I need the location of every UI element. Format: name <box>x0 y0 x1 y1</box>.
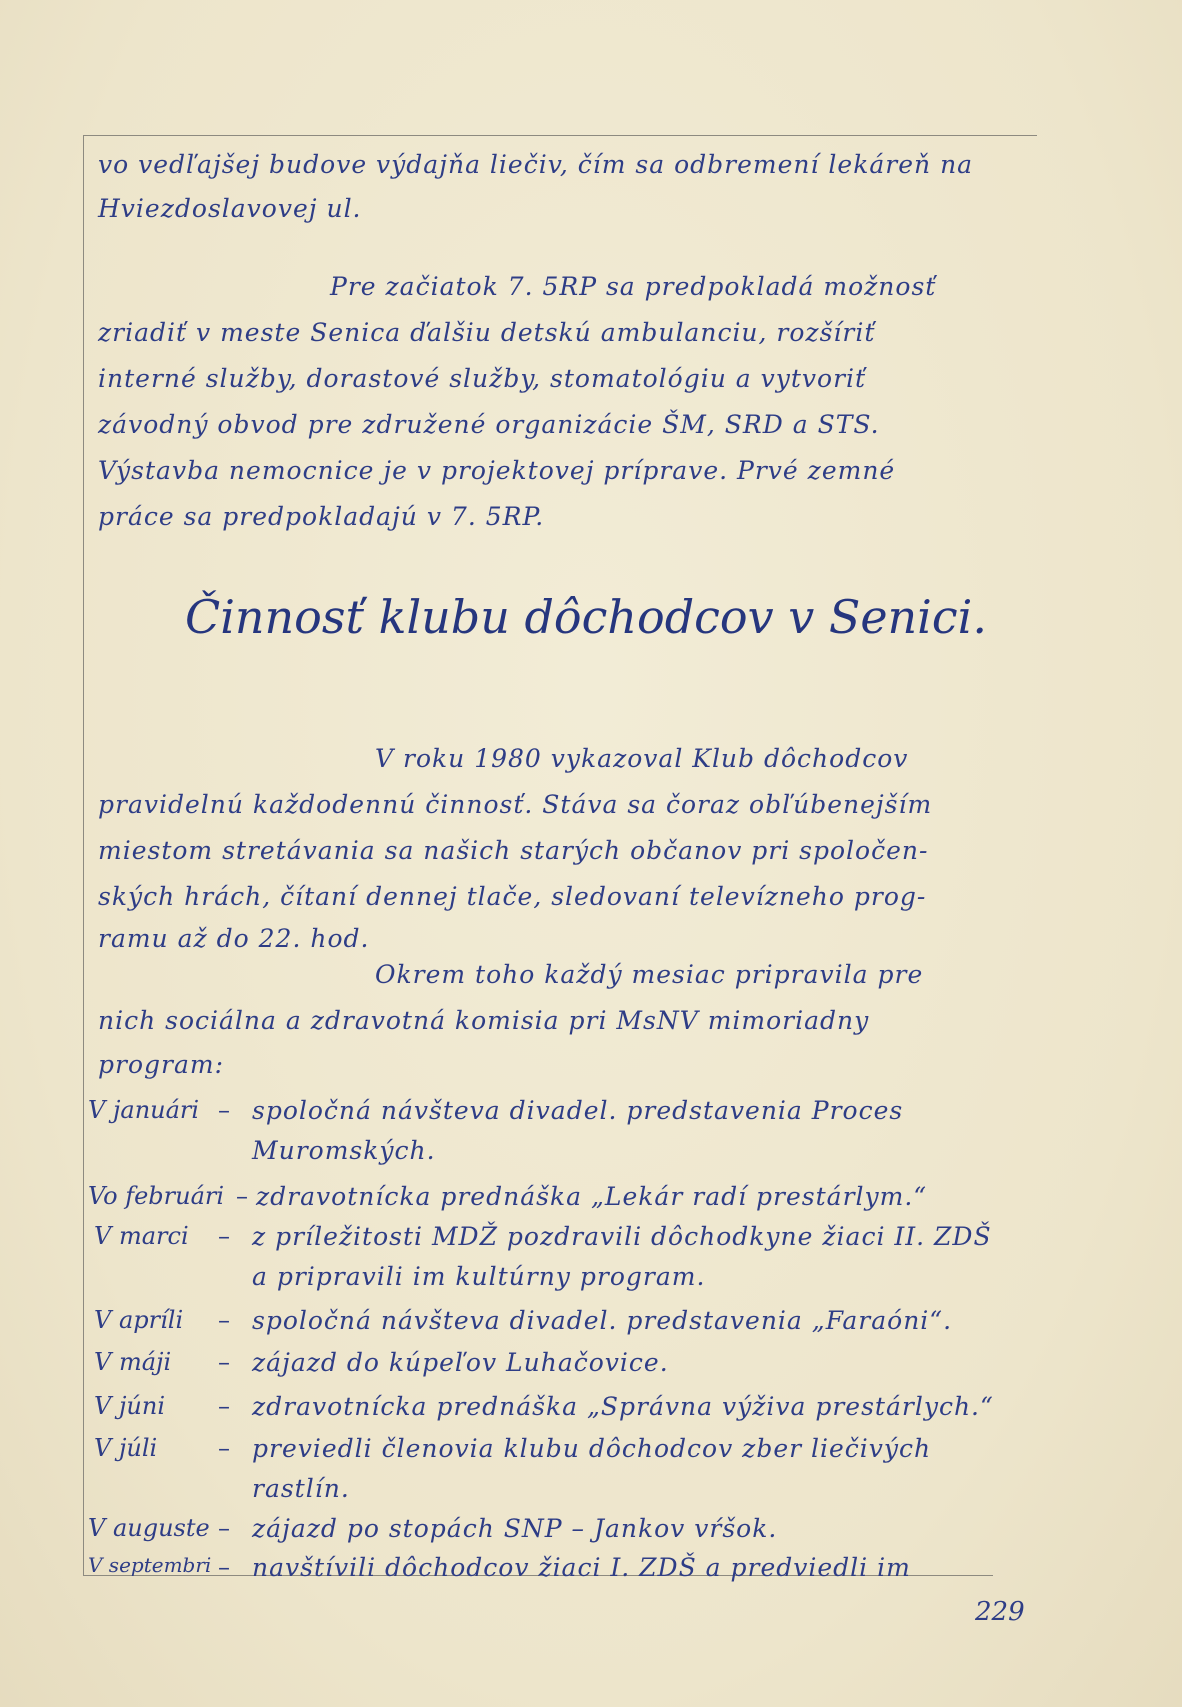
month-label: V septembri <box>88 1553 212 1577</box>
month-label: V apríli <box>94 1306 184 1334</box>
text-line: Hviezdoslavovej ul. <box>98 194 362 223</box>
entry-text: Muromských. <box>252 1136 436 1165</box>
entry-dash: – <box>218 1222 230 1250</box>
month-label: Vo februári <box>88 1182 225 1210</box>
entry-text: rastlín. <box>252 1474 350 1503</box>
entry-text: spoločná návšteva divadel. predstavenia Proces <box>252 1096 904 1125</box>
text-line: ských hrách, čítaní dennej tlače, sledovaní televízneho prog- <box>98 882 927 911</box>
text-line: interné služby, dorastové služby, stomatológiu a vytvoriť <box>98 364 867 393</box>
month-label: V máji <box>94 1348 172 1376</box>
entry-text: previedli členovia klubu dôchodcov zber liečivých <box>252 1434 932 1463</box>
text-line: závodný obvod pre združené organizácie ŠM, SRD a STS. <box>98 410 880 439</box>
section-heading: Činnosť klubu dôchodcov v Senici. <box>185 590 987 644</box>
entry-dash: – <box>218 1392 230 1420</box>
entry-dash: – <box>218 1306 230 1334</box>
entry-dash: – <box>218 1348 230 1376</box>
entry-dash: – <box>236 1182 248 1210</box>
month-label: V januári <box>88 1096 200 1124</box>
page-number: 229 <box>975 1597 1025 1627</box>
text-line: V roku 1980 vykazoval Klub dôchodcov <box>375 744 909 773</box>
entry-text: navštívili dôchodcov žiaci I. ZDŠ a predviedli im <box>252 1553 911 1582</box>
text-line: zriadiť v meste Senica ďalšiu detskú ambulanciu, rozšíriť <box>98 318 876 347</box>
entry-text: zájazd do kúpeľov Luhačovice. <box>252 1348 669 1377</box>
entry-text: spoločná návšteva divadel. predstavenia „Faraóni“. <box>252 1306 953 1335</box>
entry-text: zájazd po stopách SNP – Jankov vŕšok. <box>252 1514 778 1543</box>
text-line: program: <box>98 1050 224 1079</box>
text-line: práce sa predpokladajú v 7. 5RP. <box>98 502 545 531</box>
text-line: Výstavba nemocnice je v projektovej príprave. Prvé zemné <box>98 456 896 485</box>
entry-text: zdravotnícka prednáška „Lekár radí prestárlym.“ <box>256 1182 928 1211</box>
entry-dash: – <box>218 1553 230 1581</box>
text-line: pravidelnú každodennú činnosť. Stáva sa čoraz obľúbenejším <box>98 790 933 819</box>
text-line: Okrem toho každý mesiac pripravila pre <box>375 960 924 989</box>
entry-dash: – <box>218 1514 230 1542</box>
month-label: V júni <box>94 1392 165 1420</box>
text-line: Pre začiatok 7. 5RP sa predpokladá možnosť <box>330 272 937 301</box>
entry-dash: – <box>218 1434 230 1462</box>
month-label: V júli <box>94 1434 158 1462</box>
entry-text: a pripravili im kultúrny program. <box>252 1262 706 1291</box>
text-line: ramu až do 22. hod. <box>98 924 370 953</box>
entry-text: zdravotnícka prednáška „Správna výživa prestárlych.“ <box>252 1392 994 1421</box>
text-line: vo vedľajšej budove výdajňa liečiv, čím sa odbremení lekáreň na <box>98 150 974 179</box>
text-line: miestom stretávania sa našich starých občanov pri spoločen- <box>98 836 929 865</box>
text-line: nich sociálna a zdravotná komisia pri MsNV mimoriadny <box>98 1006 870 1035</box>
month-label: V auguste <box>88 1514 210 1542</box>
entry-dash: – <box>218 1096 230 1124</box>
entry-text: z príležitosti MDŽ pozdravili dôchodkyne žiaci II. ZDŠ <box>252 1222 992 1251</box>
month-label: V marci <box>94 1222 189 1250</box>
